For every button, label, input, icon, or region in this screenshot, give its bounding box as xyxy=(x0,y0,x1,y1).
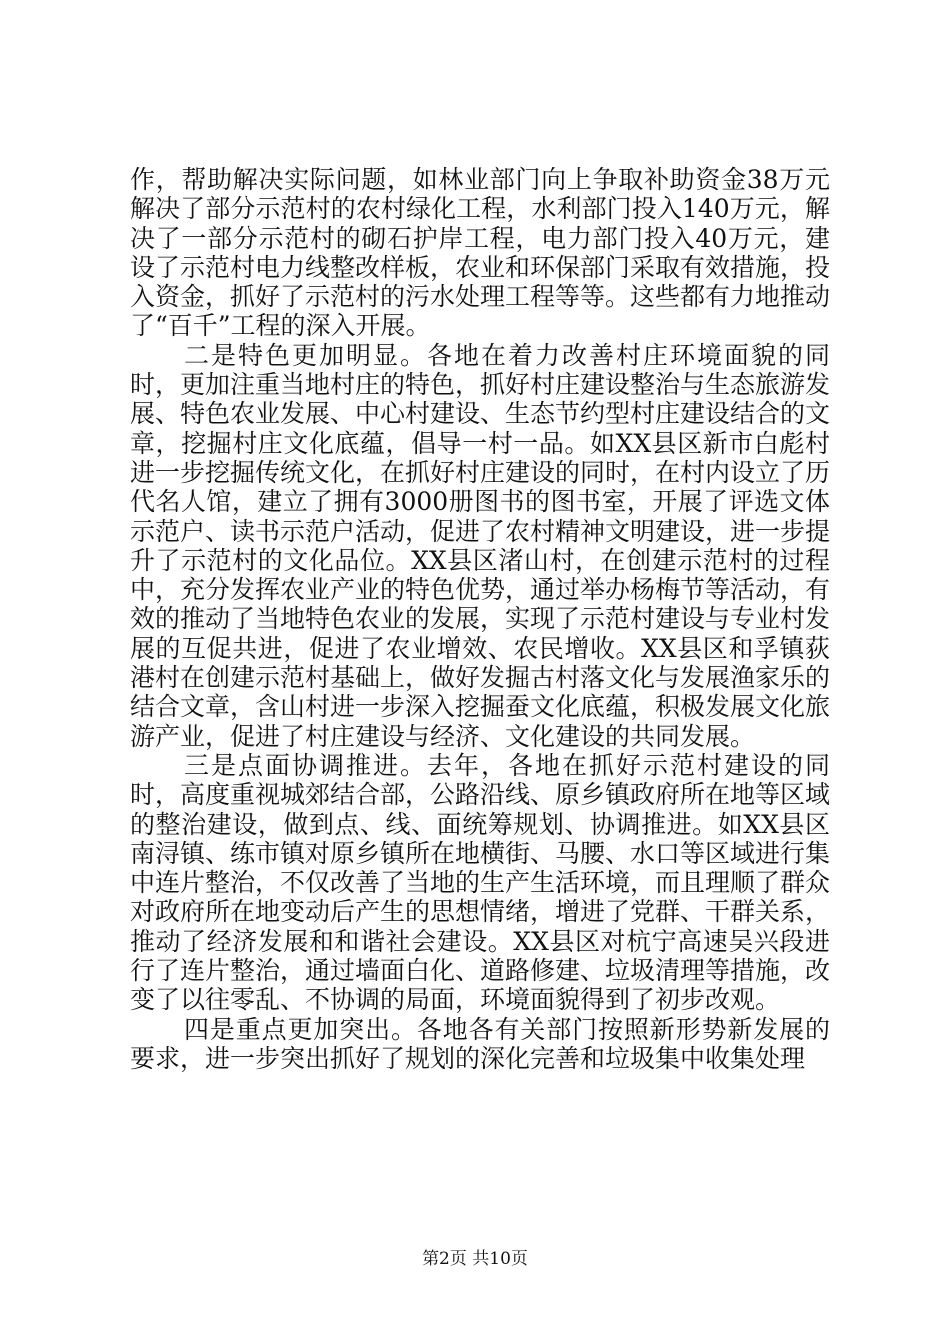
paragraph-priorities: 四是重点更加突出。各地各有关部门按照新形势新发展的要求，进一步突出抓好了规划的深化完善和垃圾集中收集处理 xyxy=(130,1014,830,1073)
paragraph-continuation: 作，帮助解决实际问题，如林业部门向上争取补助资金38万元解决了部分示范村的农村绿化工程，水利部门投入140万元，解决了一部分示范村的砌石护岸工程，电力部门投入40万元，建设了示范村电力线整改样板，农业和环保部门采取有效措施，投入资金，抓好了示范村的污水处理工程等等。这些都有力地推动了“百千”工程的深入开展。 xyxy=(130,165,831,341)
page-footer: 第2页 共10页 xyxy=(422,1249,528,1269)
document-body xyxy=(130,165,830,1073)
paragraph-characteristics: 二是特色更加明显。各地在着力改善村庄环境面貌的同时，更加注重当地村庄的特色，抓好村庄建设整治与生态旅游发展、特色农业发展、中心村建设、生态节约型村庄建设结合的文章，挖掘村庄文化底蕴，倡导一村一品。如XX县区新市白彪村进一步挖掘传统文化，在抓好村庄建设的同时，在村内设立了历代名人馆，建立了拥有3000册图书的图书室，开展了评选文体示范户、读书示范户活动，促进了农村精神文明建设，进一步提升了示范村的文化品位。XX县区渚山村，在创建示范村的过程中，充分发挥农业产业的特色优势，通过举办杨梅节等活动，有效的推动了当地特色农业的发展，实现了示范村建设与专业村发展的互促共进，促进了农业增效、农民增收。XX县区和孚镇荻港村在创建示范村基础上，做好发掘古村落文化与发展渔家乐的结合文章，含山村进一步深入挖掘蚕文化底蕴，积极发展文化旅游产业，促进了村庄建设与经济、文化建设的共同发展。 xyxy=(130,340,831,751)
paragraph-coordination: 三是点面协调推进。去年，各地在抓好示范村建设的同时，高度重视城郊结合部，公路沿线、原乡镇政府所在地等区域的整治建设，做到点、线、面统筹规划、协调推进。如XX县区南浔镇、练市镇对原乡镇所在地横街、马腰、水口等区域进行集中连片整治，不仅改善了当地的生产生活环境，而且理顺了群众对政府所在地变动后产生的思想情绪，增进了党群、干群关系，推动了经济发展和和谐社会建设。XX县区对杭宁高速吴兴段进行了连片整治，通过墙面白化、道路修建、垃圾清理等措施，改变了以往零乱、不协调的局面，环境面貌得到了初步改观。 xyxy=(130,750,831,1015)
